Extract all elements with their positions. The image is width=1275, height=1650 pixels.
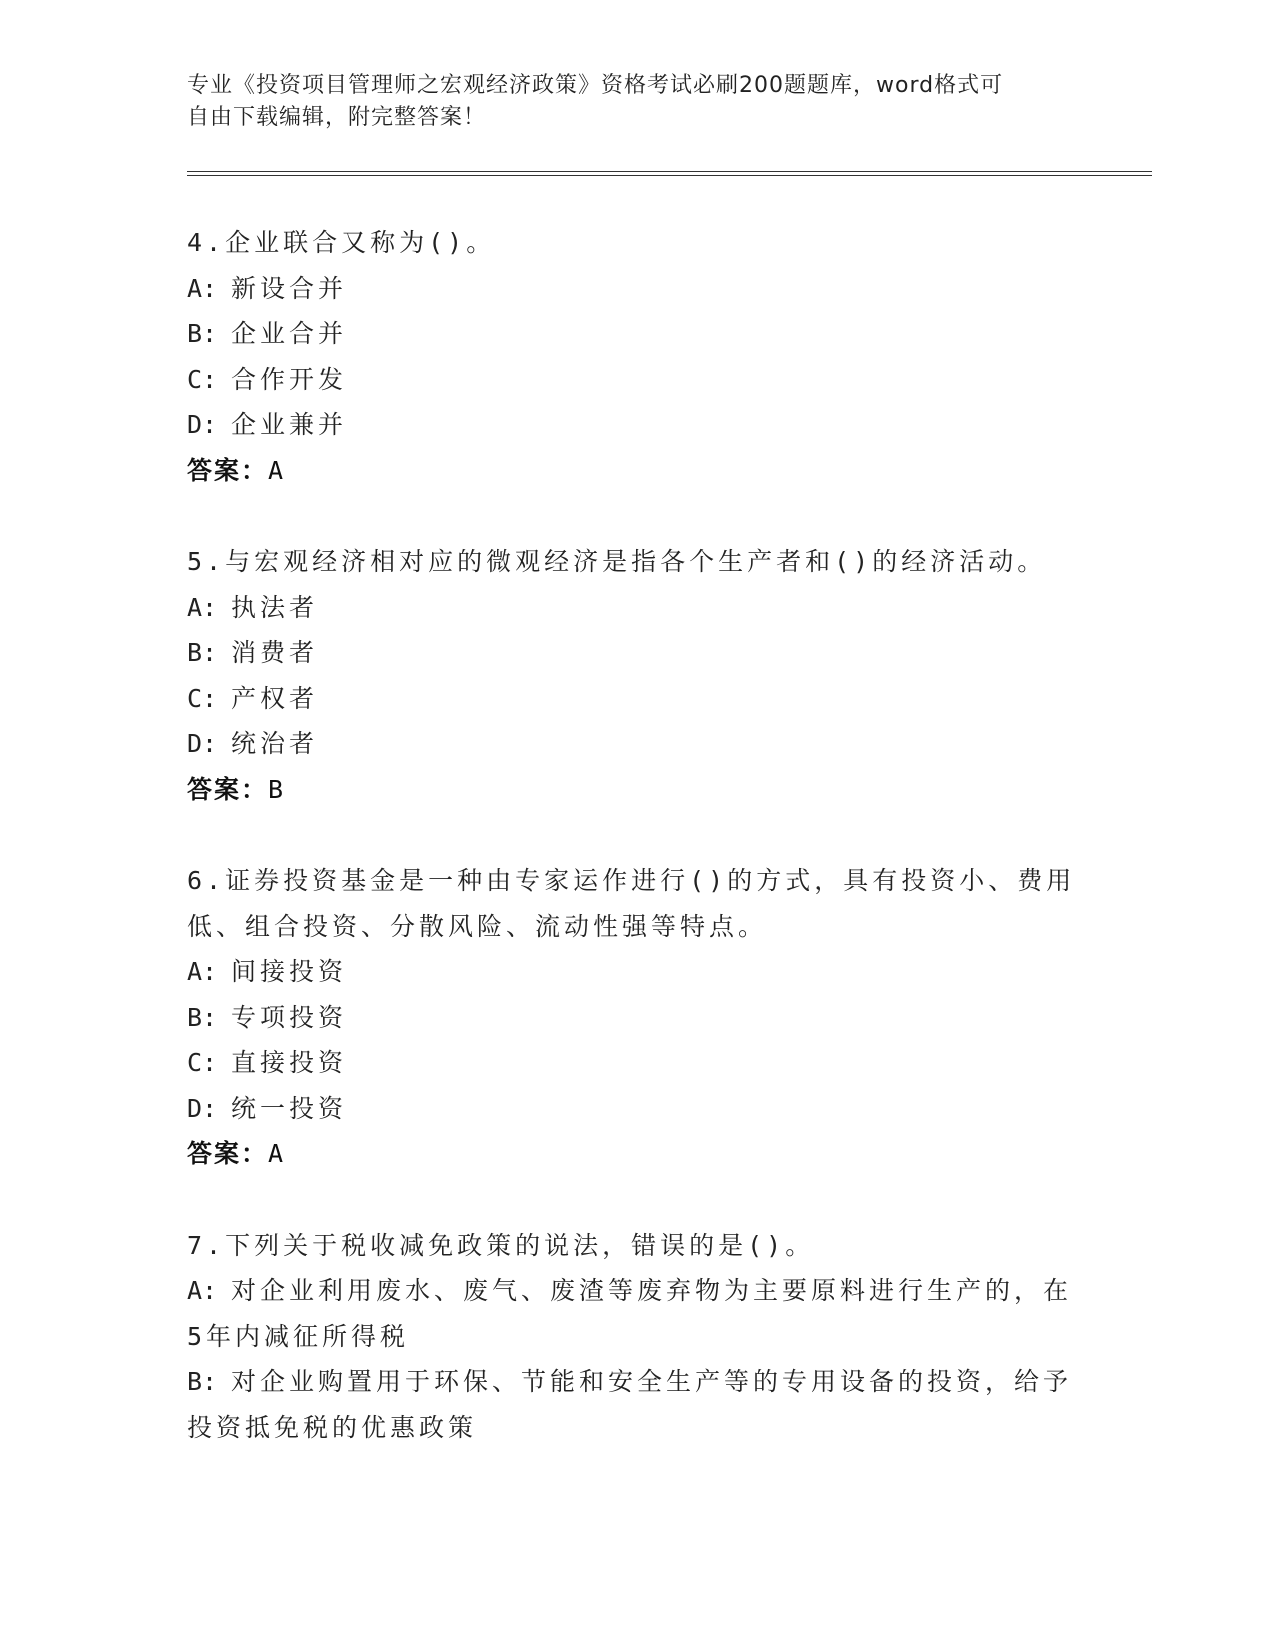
question-6	[187, 858, 1152, 1177]
option-text: 企业合并	[231, 319, 348, 348]
option-b	[187, 995, 1087, 1041]
option-key: A:	[187, 273, 218, 303]
option-key: C:	[187, 1048, 218, 1077]
question-5	[187, 539, 1152, 812]
option-text: 对企业购置用于环保、节能和安全生产等的专用设备的投资，给予投资抵免税的优惠政策	[187, 1367, 1073, 1442]
option-key: B:	[187, 638, 218, 667]
option-text: 消费者	[231, 638, 319, 667]
answer-value: A	[268, 455, 284, 485]
option-d	[187, 402, 1087, 448]
question-text: 6.证券投资基金是一种由专家运作进行()的方式，具有投资小、费用低、组合投资、分散风险、流动性强等特点。	[187, 866, 1076, 941]
option-d	[187, 1086, 1087, 1132]
header-line-1: 专业《投资项目管理师之宏观经济政策》资格考试必刷200题题库，word格式可	[187, 73, 1004, 98]
option-key: B:	[187, 1002, 218, 1032]
option-key: D:	[187, 1093, 218, 1123]
option-text: 执法者	[231, 592, 319, 622]
answer-line	[187, 448, 1152, 494]
question-list	[187, 220, 1152, 1450]
option-b	[187, 1359, 1087, 1450]
option-c	[187, 676, 1087, 722]
answer-label: 答案：	[187, 774, 269, 804]
option-b	[187, 311, 1087, 357]
option-c	[187, 1040, 1087, 1086]
option-key: B:	[187, 1367, 218, 1396]
answer-line	[187, 1131, 1152, 1177]
option-key: A:	[187, 1276, 218, 1305]
option-key: A:	[187, 957, 218, 986]
answer-line	[187, 767, 1152, 813]
question-text: 5.与宏观经济相对应的微观经济是指各个生产者和()的经济活动。	[187, 547, 1047, 576]
option-c	[187, 357, 1087, 403]
option-a	[187, 1268, 1087, 1359]
option-key: C:	[187, 364, 218, 394]
document-header	[187, 70, 1067, 134]
answer-value: A	[268, 1139, 284, 1168]
option-key: B:	[187, 319, 218, 348]
option-text: 统一投资	[231, 1093, 348, 1123]
answer-value: B	[268, 774, 284, 804]
option-d	[187, 721, 1087, 767]
question-4	[187, 220, 1152, 493]
option-a	[187, 585, 1087, 631]
answer-label: 答案：	[187, 1139, 269, 1168]
option-text: 统治者	[231, 729, 319, 758]
option-a	[187, 949, 1087, 995]
question-7	[187, 1223, 1152, 1451]
answer-label: 答案：	[187, 455, 269, 485]
option-text: 对企业利用废水、废气、废渣等废弃物为主要原料进行生产的，在5年内减征所得税	[187, 1276, 1073, 1351]
option-b	[187, 630, 1087, 676]
document-page	[187, 70, 1152, 1496]
option-text: 企业兼并	[231, 410, 348, 439]
option-key: A:	[187, 592, 218, 622]
header-line-2: 自由下载编辑，附完整答案！	[187, 105, 487, 130]
question-text: 4.企业联合又称为()。	[187, 228, 496, 257]
option-text: 产权者	[231, 683, 319, 713]
option-text: 新设合并	[231, 273, 348, 303]
option-key: C:	[187, 683, 218, 713]
option-a	[187, 266, 1087, 312]
option-key: D:	[187, 729, 218, 758]
header-divider	[187, 171, 1152, 176]
option-text: 直接投资	[231, 1048, 348, 1077]
option-text: 间接投资	[231, 957, 348, 986]
option-text: 合作开发	[231, 364, 348, 394]
option-key: D:	[187, 410, 218, 439]
option-text: 专项投资	[231, 1002, 348, 1032]
question-text: 7.下列关于税收减免政策的说法，错误的是()。	[187, 1230, 815, 1260]
